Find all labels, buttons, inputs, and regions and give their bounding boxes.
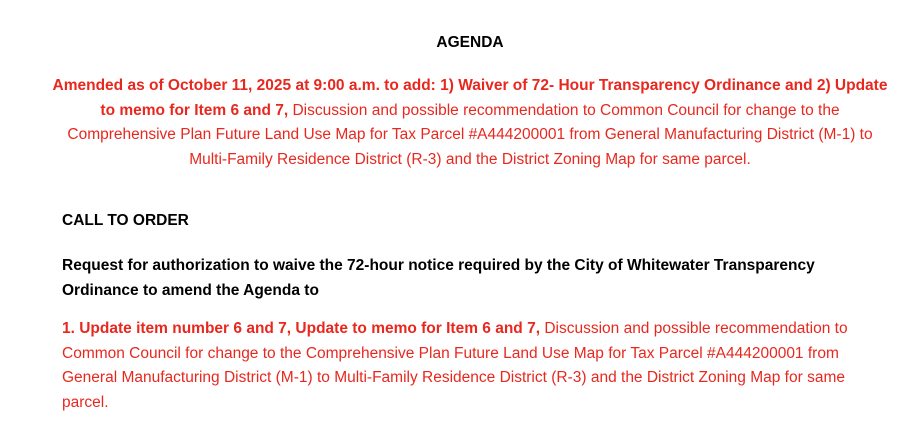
amendment-bold-text: Amended as of October 11, 2025 at 9:00 a.m. to add: 1) Waiver of 72- Hour Transparency Ordinance and 2) Update to memo for Item 6 and 7,: [52, 77, 888, 119]
amendment-notice: [50, 74, 890, 172]
agenda-heading: AGENDA: [436, 34, 504, 51]
waiver-request-text: Request for authorization to waive the 72-hour notice required by the City of Whitewater Transparency Ordinance to amend the Agenda to: [62, 257, 815, 299]
item-1-body-text: Discussion and possible recommendation to Common Council for change to the Comprehensive Plan Future Land Use Map for Tax Parcel #A444200001 from General Manufacturing District (M-1) to Multi-Family Residence District (R-3) and the District Zoning Map for same parcel.: [62, 320, 848, 411]
amendment-body-text: Discussion and possible recommendation to Common Council for change to the Comprehensive Plan Future Land Use Map for Tax Parcel #A444200001 from General Manufacturing District (M-1) to Multi-Family Residence District (R-3) and the District Zoning Map for same parcel.: [67, 101, 873, 168]
agenda-item-1: [62, 317, 882, 415]
call-to-order-heading: CALL TO ORDER: [62, 212, 189, 229]
item-1-bold-text: 1. Update item number 6 and 7, Update to memo for Item 6 and 7,: [62, 320, 541, 337]
